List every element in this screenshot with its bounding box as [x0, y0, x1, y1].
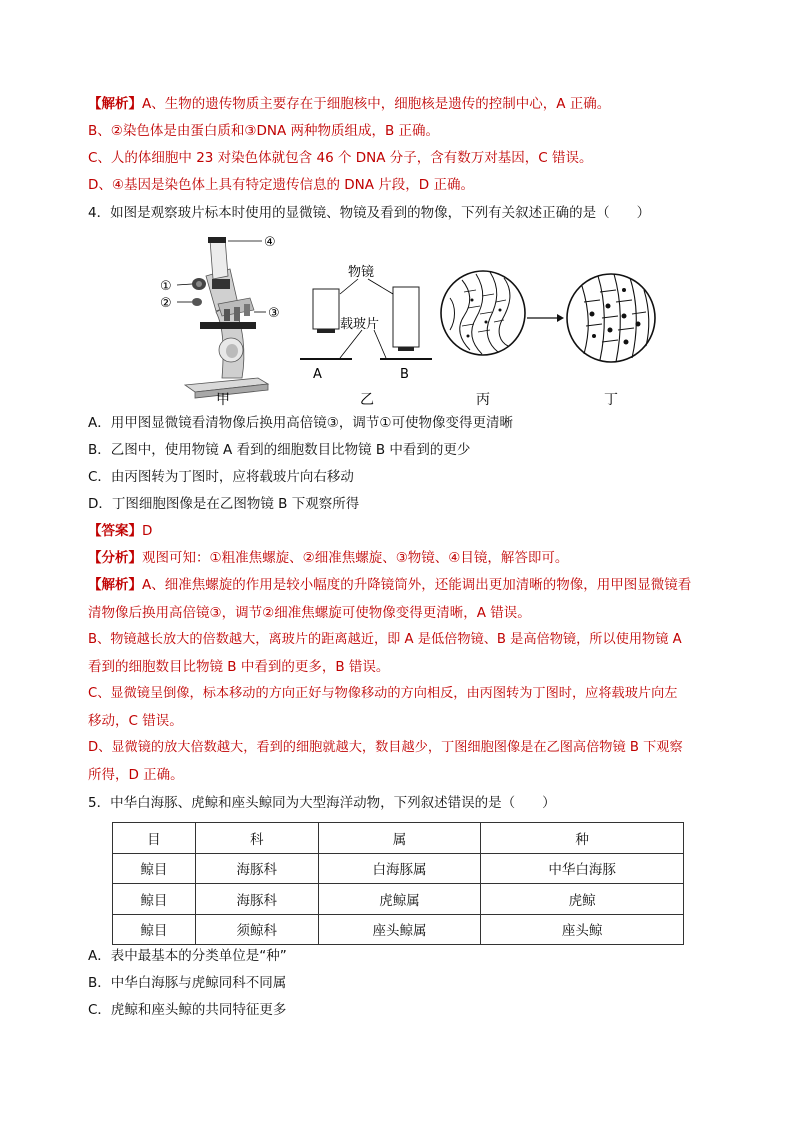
- microscope-figure: [150, 232, 660, 410]
- q4-analysis: 【分析】观图可知：①粗准焦螺旋、②细准焦螺旋、③物镜、④目镜，解答即可。: [88, 550, 569, 566]
- q4-option-c: C．由丙图转为丁图时，应将载玻片向右移动: [88, 469, 354, 485]
- q4-option-b: B．乙图中，使用物镜 A 看到的细胞数目比物镜 B 中看到的更少: [88, 442, 471, 458]
- q4-explain-line-4: 看到的细胞数目比物镜 B 中看到的更多，B 错误。: [88, 659, 390, 675]
- fine-adjustment-knob: [192, 298, 202, 306]
- q5-option-a: A．表中最基本的分类单位是“种”: [88, 948, 287, 964]
- table-row: 鲸目 须鲸科 座头鲸属 座头鲸: [113, 914, 684, 945]
- header-genus: 属: [318, 823, 481, 854]
- q5-option-b: B．中华白海豚与虎鲸同科不同属: [88, 975, 287, 991]
- label-b: B: [400, 367, 409, 382]
- label-objective: 物镜: [348, 265, 375, 280]
- objective-b: [393, 287, 419, 347]
- caption-jia: 甲: [216, 392, 230, 408]
- label-a: A: [313, 367, 322, 382]
- caption-bing: 丙: [476, 392, 490, 408]
- label-3: ③: [268, 306, 280, 321]
- q4-explain-line-5: C、显微镜呈倒像，标本移动的方向正好与物像移动的方向相反，由丙图转为丁图时，应将载玻片向左: [88, 686, 678, 701]
- view-bing: [441, 271, 525, 355]
- objective-a: [313, 289, 339, 329]
- label-1: ①: [160, 279, 172, 294]
- explain-tag: 【解析】: [88, 577, 142, 593]
- microscope-drawing: [177, 237, 268, 398]
- table-row: 鲸目 海豚科 白海豚属 中华白海豚: [113, 853, 684, 884]
- analysis-tag: 【分析】: [88, 550, 142, 566]
- view-ding: [567, 274, 655, 362]
- q4-answer: [88, 521, 152, 541]
- q4-figure: [150, 232, 660, 410]
- answer-tag: 【答案】: [88, 523, 142, 539]
- header-family: 科: [195, 823, 318, 854]
- answer-value: D: [142, 523, 153, 539]
- caption-yi: 乙: [360, 392, 374, 408]
- eyepiece: [208, 237, 226, 243]
- analysis-tag: 【解析】: [88, 96, 142, 112]
- label-4: ④: [264, 235, 276, 250]
- q3-analysis-d: D、④基因是染色体上具有特定遗传信息的 DNA 片段，D 正确。: [88, 177, 474, 193]
- q4-explain-line-3: B、物镜越长放大的倍数越大，离玻片的距离越近，即 A 是低倍物镜、B 是高倍物镜，所以使用物镜 A: [88, 632, 682, 647]
- q3-analysis-b: B、②染色体是由蛋白质和③DNA 两种物质组成，B 正确。: [88, 123, 440, 139]
- q5-option-c: C．虎鲸和座头鲸的共同特征更多: [88, 1002, 287, 1018]
- q4-explain-line-8: 所得，D 正确。: [88, 767, 184, 783]
- label-slide: 载玻片: [340, 317, 380, 332]
- caption-ding: 丁: [604, 392, 618, 408]
- table-header-row: [113, 823, 684, 854]
- q3-analysis-c: C、人的体细胞中 23 对染色体就包含 46 个 DNA 分子，含有数万对基因，C 错误。: [88, 150, 593, 166]
- q4-explain-line-7: D、显微镜的放大倍数越大，看到的细胞就越大，数目越少，丁图细胞图像是在乙图高倍物镜 B 下观察: [88, 740, 683, 755]
- q4-explain-line-1: 【解析】A、细准焦螺旋的作用是较小幅度的升降镜筒外，还能调出更加清晰的物像，用甲图显微镜看: [88, 577, 692, 593]
- q4-option-d: D．丁图细胞图像是在乙图物镜 B 下观察所得: [88, 496, 360, 512]
- q5-stem: 5．中华白海豚、虎鲸和座头鲸同为大型海洋动物，下列叙述错误的是（ ）: [88, 795, 556, 811]
- q4-explain-line-6: 移动，C 错误。: [88, 713, 183, 729]
- eyepiece-tube: [210, 238, 228, 279]
- header-species: 种: [481, 823, 684, 854]
- q4-option-a: A．用甲图显微镜看清物像后换用高倍镜③，调节①可使物像变得更清晰: [88, 415, 513, 431]
- header-order: 目: [113, 823, 196, 854]
- q3-analysis-a: 【解析】A、生物的遗传物质主要存在于细胞核中，细胞核是遗传的控制中心，A 正确。: [88, 96, 611, 112]
- q4-explain-line-2: 清物像后换用高倍镜③，调节②细准焦螺旋可使物像变得更清晰，A 错误。: [88, 605, 531, 621]
- classification-table: [112, 822, 684, 945]
- label-2: ②: [160, 296, 172, 311]
- stage: [200, 322, 256, 329]
- q4-stem: 4．如图是观察玻片标本时使用的显微镜、物镜及看到的物像，下列有关叙述正确的是（ ）: [88, 205, 651, 221]
- table-row: 鲸目 海豚科 虎鲸属 虎鲸: [113, 884, 684, 915]
